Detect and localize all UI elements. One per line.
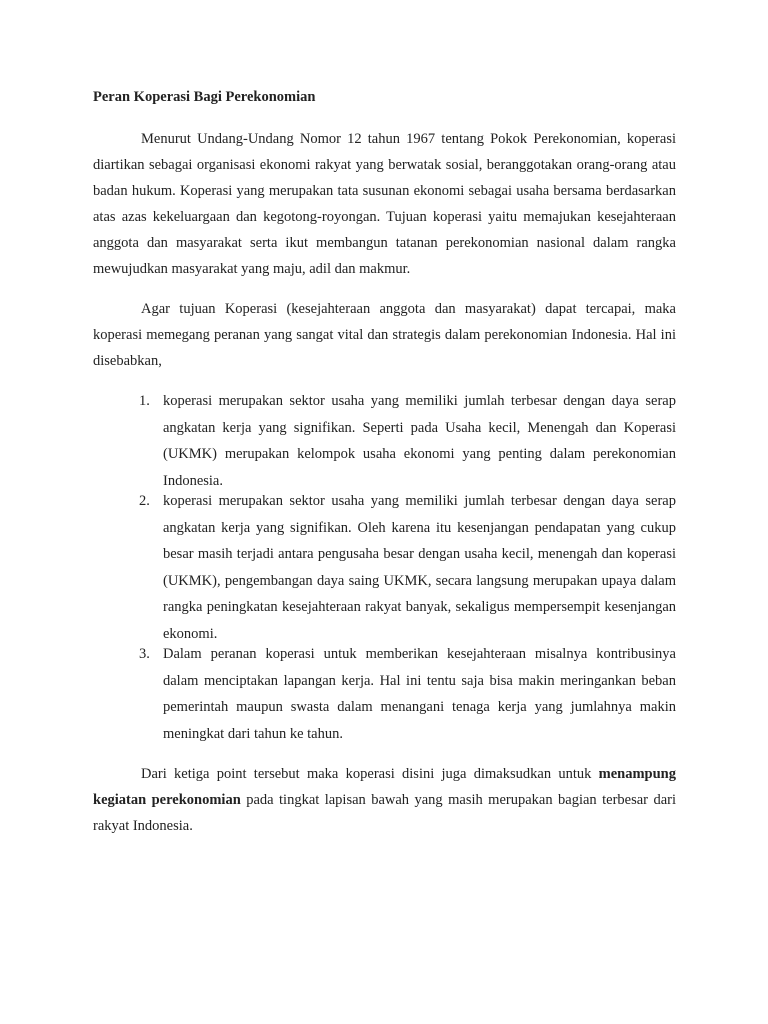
paragraph-role: Agar tujuan Koperasi (kesejahteraan anggota dan masyarakat) dapat tercapai, maka koperasi memegang peranan yang sangat vital dan strategis dalam perekonomian Indonesia. Hal ini disebabkan,	[93, 301, 676, 369]
document-title: Peran Koperasi Bagi Perekonomian	[93, 89, 316, 105]
list-number: 1.	[139, 393, 150, 409]
document-body	[93, 86, 676, 853]
conclusion-emphasis: menampung kegiatan perekonomian	[93, 766, 676, 808]
paragraph-definition: Menurut Undang-Undang Nomor 12 tahun 1967 tentang Pokok Perekonomian, koperasi diartikan sebagai organisasi ekonomi rakyat yang berwatak sosial, beranggotakan orang-orang atau badan hukum. Koperasi yang merupakan tata susunan ekonomi sebagai usaha bersama berdasarkan atas azas kekeluargaan dan kegotong-royongan. Tujuan koperasi yaitu memajukan kesejahteraan anggota dan masyarakat serta ikut membangun tatanan perekonomian nasional dalam rangka mewujudkan masyarakat yang maju, adil dan makmur.	[93, 131, 676, 277]
list-number: 3.	[139, 646, 150, 662]
list-text: Dalam peranan koperasi untuk memberikan kesejahteraan misalnya kontribusinya dalam menciptakan lapangan kerja. Hal ini tentu saja bisa makin meringankan beban pemerintah maupun swasta dalam menangani tenaga kerja yang jumlahnya makin meningkat dari tahun ke tahun.	[163, 646, 676, 742]
list-number: 2.	[139, 493, 150, 509]
reasons-list	[93, 388, 676, 747]
list-text: koperasi merupakan sektor usaha yang memiliki jumlah terbesar dengan daya serap angkatan kerja yang signifikan. Oleh karena itu kesenjangan pendapatan yang cukup besar masih terjadi antara pengusaha besar dengan usaha kecil, menengah dan koperasi (UKMK), pengembangan daya saing UKMK, secara langsung merupakan upaya dalam rangka peningkatan kesejahteraan rakyat banyak, sekaligus mempersempit kesenjangan ekonomi.	[163, 493, 676, 642]
paragraph-conclusion	[93, 761, 676, 839]
list-item	[93, 488, 676, 647]
conclusion-text-end: pada tingkat lapisan bawah yang masih merupakan bagian terbesar dari rakyat Indonesia.	[93, 792, 676, 834]
list-item	[93, 388, 676, 494]
list-text: koperasi merupakan sektor usaha yang memiliki jumlah terbesar dengan daya serap angkatan kerja yang signifikan. Seperti pada Usaha kecil, Menengah dan Koperasi (UKMK) merupakan kelompok usaha ekonomi yang penting dalam perekonomian Indonesia.	[163, 393, 676, 489]
conclusion-text-start: Dari ketiga point tersebut maka koperasi disini juga dimaksudkan untuk	[141, 766, 599, 782]
list-item	[93, 641, 676, 747]
